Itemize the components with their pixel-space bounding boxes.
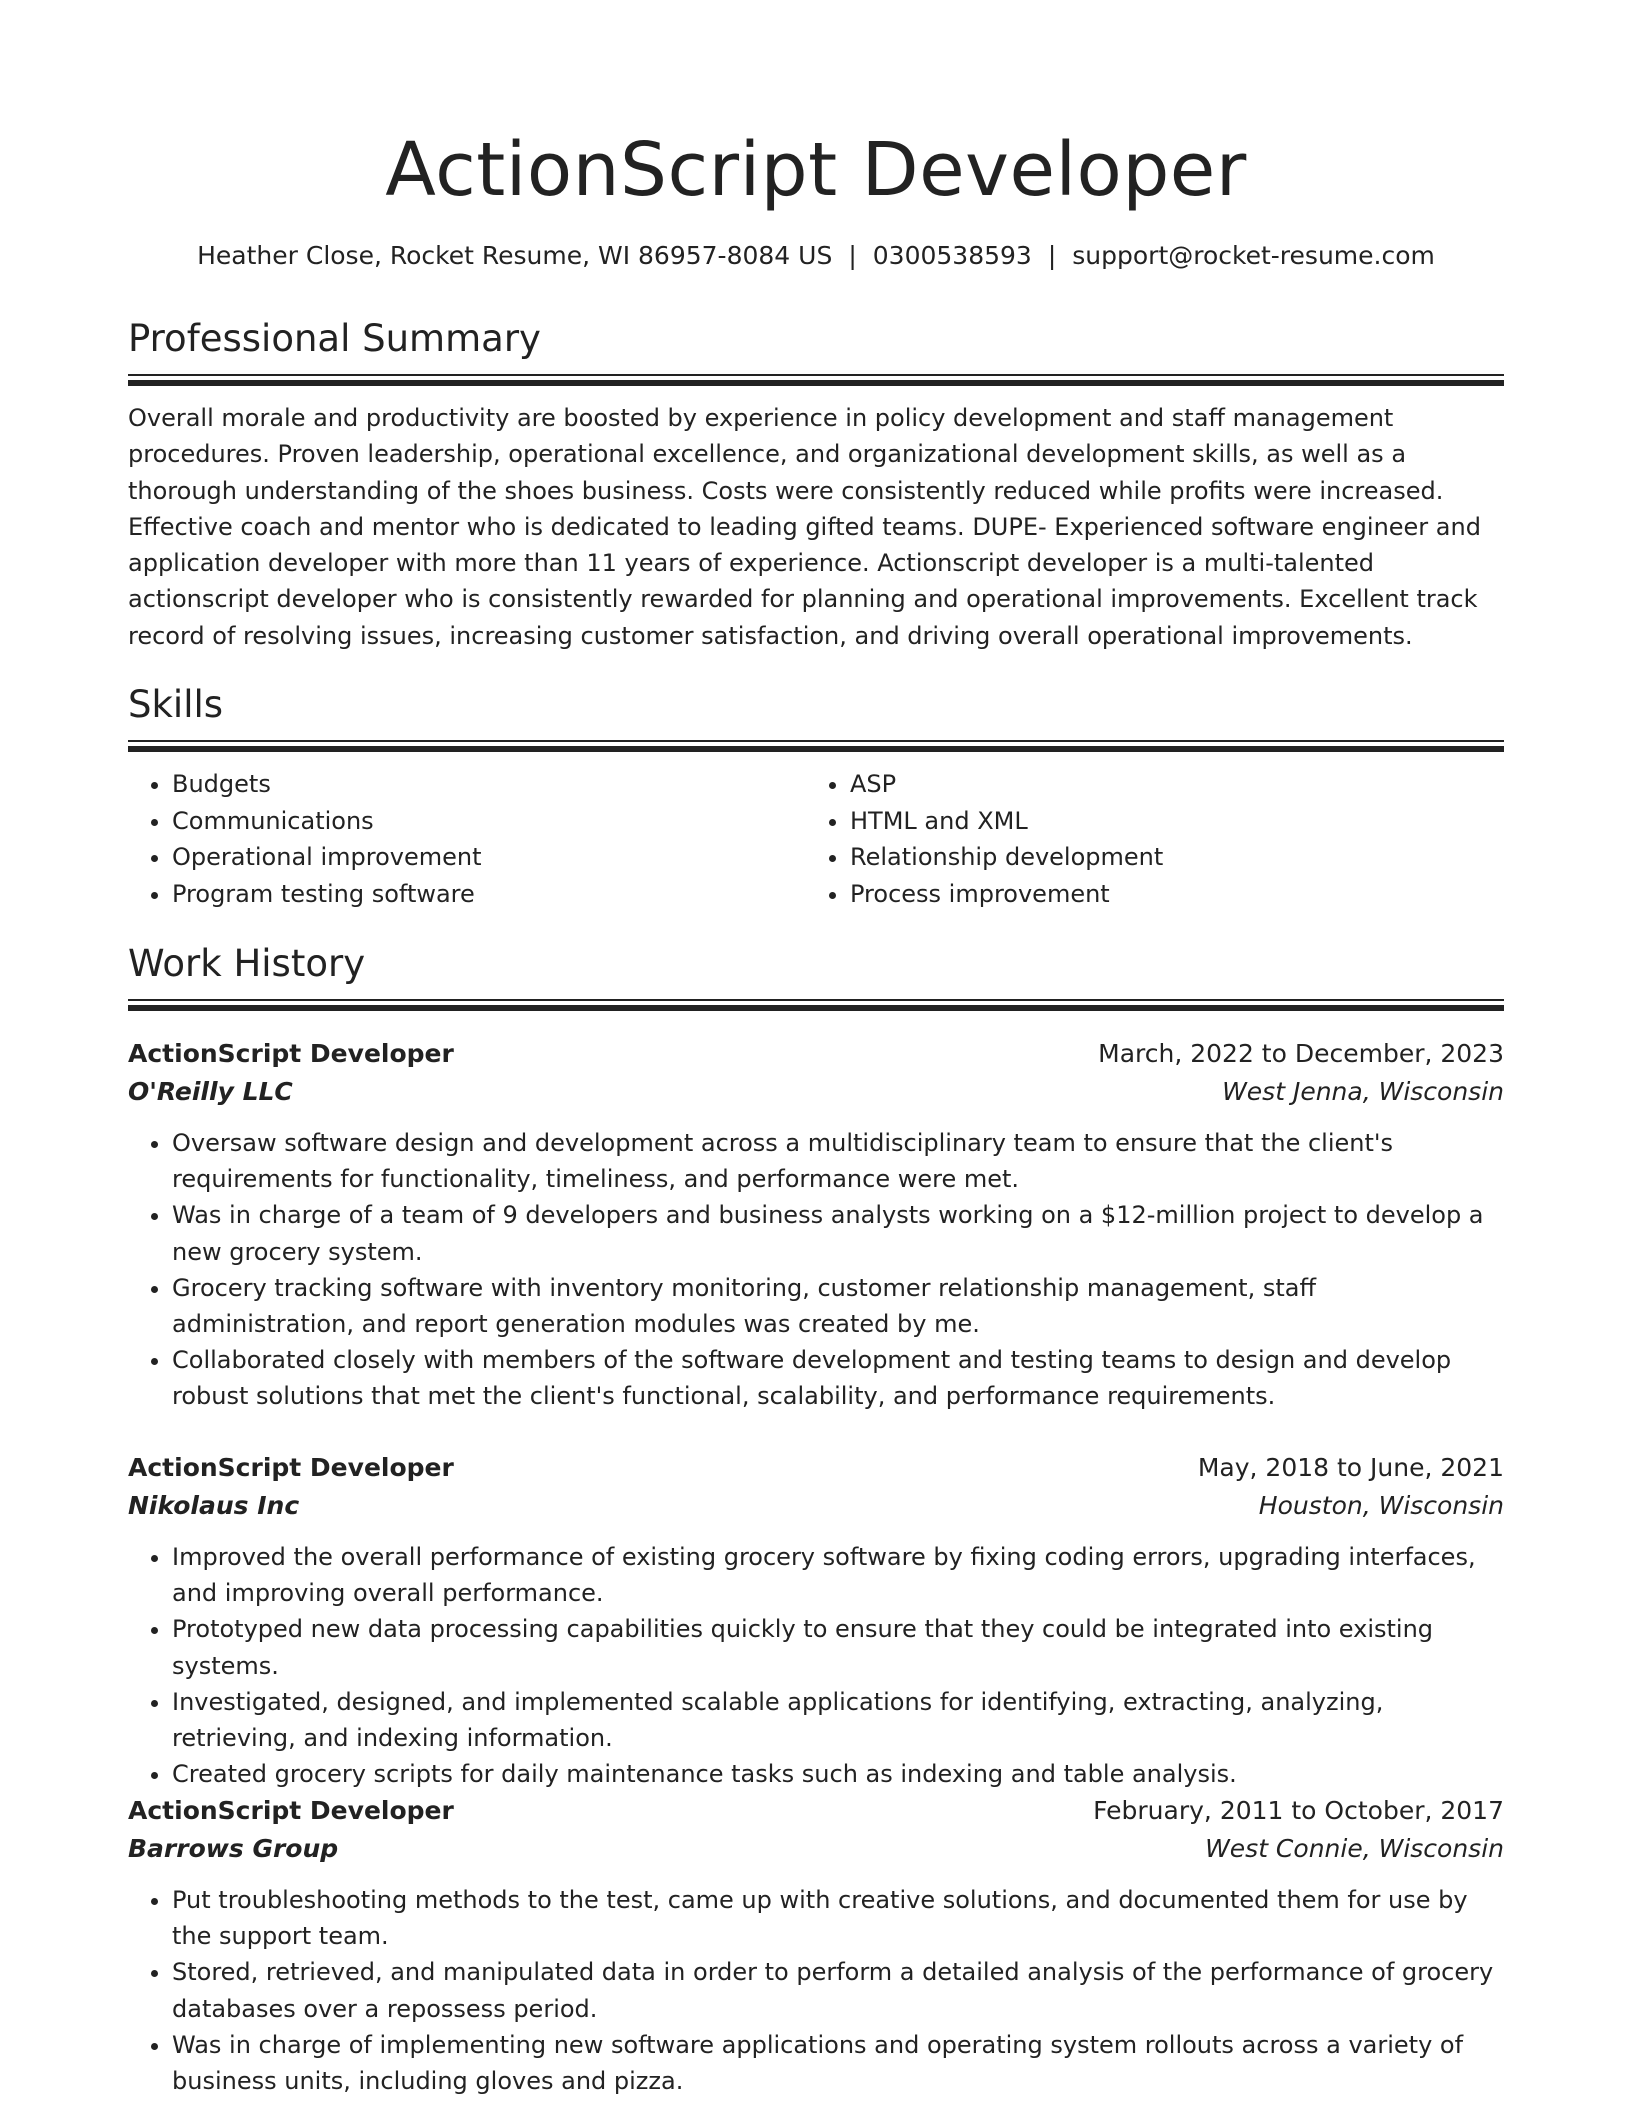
job-location: West Jenna, Wisconsin (1222, 1077, 1504, 1106)
skill-item: • HTML and XML (850, 803, 1484, 840)
summary-text: Overall morale and productivity are boosted by experience in policy development and staff management procedures. Proven leadership, operational excellence, and organizational development skills, as well as a thorough understanding of the shoes business. Costs were consistently reduced while profits were increased. Effective coach and mentor who is dedicated to leading gifted teams. DUPE- Experienced software engineer and application developer with more than 11 years of experience. Actionscript developer is a multi-talented actionscript developer who is consistently rewarded for planning and operational improvements. Excellent track record of resolving issues, increasing customer satisfaction, and driving overall operational improvements. (128, 404, 1481, 650)
summary-heading: Professional Summary (128, 317, 541, 360)
job-location: West Connie, Wisconsin (1205, 1834, 1504, 1863)
contact-separator: | (1047, 241, 1057, 270)
skills-heading: Skills (128, 683, 224, 726)
job-bullet: • Prototyped new data processing capabilities quickly to ensure that they could be integrated into existing systems. (172, 1611, 1504, 1683)
job-bullet: • Investigated, designed, and implemented scalable applications for identifying, extracting, analyzing, retrieving, and indexing information. (172, 1684, 1504, 1756)
skill-item: • Communications (172, 803, 806, 840)
job-title: ActionScript Developer (128, 1453, 454, 1482)
job-entry (128, 1792, 1504, 2099)
job-bullet: • Collaborated closely with members of the software development and testing teams to design and develop robust solutions that met the client's functional, scalability, and performance requirements. (172, 1342, 1504, 1414)
work-history-section (128, 939, 1504, 1011)
job-bullet: • Was in charge of implementing new software applications and operating system rollouts across a variety of business units, including gloves and pizza. (172, 2027, 1504, 2099)
skill-item: • Relationship development (850, 839, 1484, 876)
resume-title: ActionScript Developer (385, 127, 1247, 213)
skills-section (128, 680, 1504, 913)
job-bullet: • Grocery tracking software with inventory monitoring, customer relationship management, staff administration, and report generation modules was created by me. (172, 1270, 1504, 1342)
job-bullet: • Put troubleshooting methods to the test, came up with creative solutions, and documented them for use by the support team. (172, 1882, 1504, 1954)
job-bullet: • Oversaw software design and development across a multidisciplinary team to ensure that the client's requirements for functionality, timeliness, and performance were met. (172, 1125, 1504, 1197)
contact-phone: 0300538593 (872, 241, 1032, 270)
skills-column-right (806, 766, 1484, 913)
job-bullet: • Improved the overall performance of existing grocery software by fixing coding errors, upgrading interfaces, and improving overall performance. (172, 1539, 1504, 1611)
job-dates: February, 2011 to October, 2017 (1093, 1796, 1504, 1825)
job-dates: March, 2022 to December, 2023 (1098, 1039, 1504, 1068)
job-bullets (128, 1882, 1504, 2099)
skill-item: • Program testing software (172, 876, 806, 913)
job-bullet: • Was in charge of a team of 9 developers and business analysts working on a $12-million project to develop a new grocery system. (172, 1197, 1504, 1269)
section-divider (128, 999, 1504, 1011)
skill-item: • ASP (850, 766, 1484, 803)
job-company: O'Reilly LLC (128, 1077, 293, 1106)
section-divider (128, 740, 1504, 752)
job-bullet: • Stored, retrieved, and manipulated data in order to perform a detailed analysis of the performance of grocery databases over a repossess period. (172, 1954, 1504, 2026)
job-bullets (128, 1125, 1504, 1415)
contact-address: Heather Close, Rocket Resume, WI 86957-8084 US (197, 241, 833, 270)
job-title: ActionScript Developer (128, 1039, 454, 1068)
skills-column-left (128, 766, 806, 913)
skill-item: • Operational improvement (172, 839, 806, 876)
contact-email: support@rocket-resume.com (1072, 241, 1435, 270)
contact-separator: | (848, 241, 857, 270)
job-company: Barrows Group (128, 1834, 339, 1863)
job-title: ActionScript Developer (128, 1796, 454, 1825)
skills-list (128, 766, 1504, 913)
job-bullets (128, 1539, 1504, 1792)
contact-line (128, 236, 1504, 276)
section-divider (128, 374, 1504, 386)
skill-item: • Budgets (172, 766, 806, 803)
job-location: Houston, Wisconsin (1258, 1491, 1504, 1520)
summary-section (128, 314, 1504, 654)
job-bullet: • Created grocery scripts for daily maintenance tasks such as indexing and table analysis. (172, 1756, 1504, 1792)
job-company: Nikolaus Inc (128, 1491, 300, 1520)
work-history-heading: Work History (128, 942, 366, 985)
job-dates: May, 2018 to June, 2021 (1197, 1453, 1504, 1482)
job-entry (128, 1035, 1504, 1415)
job-entry (128, 1449, 1504, 1792)
skill-item: • Process improvement (850, 876, 1484, 913)
